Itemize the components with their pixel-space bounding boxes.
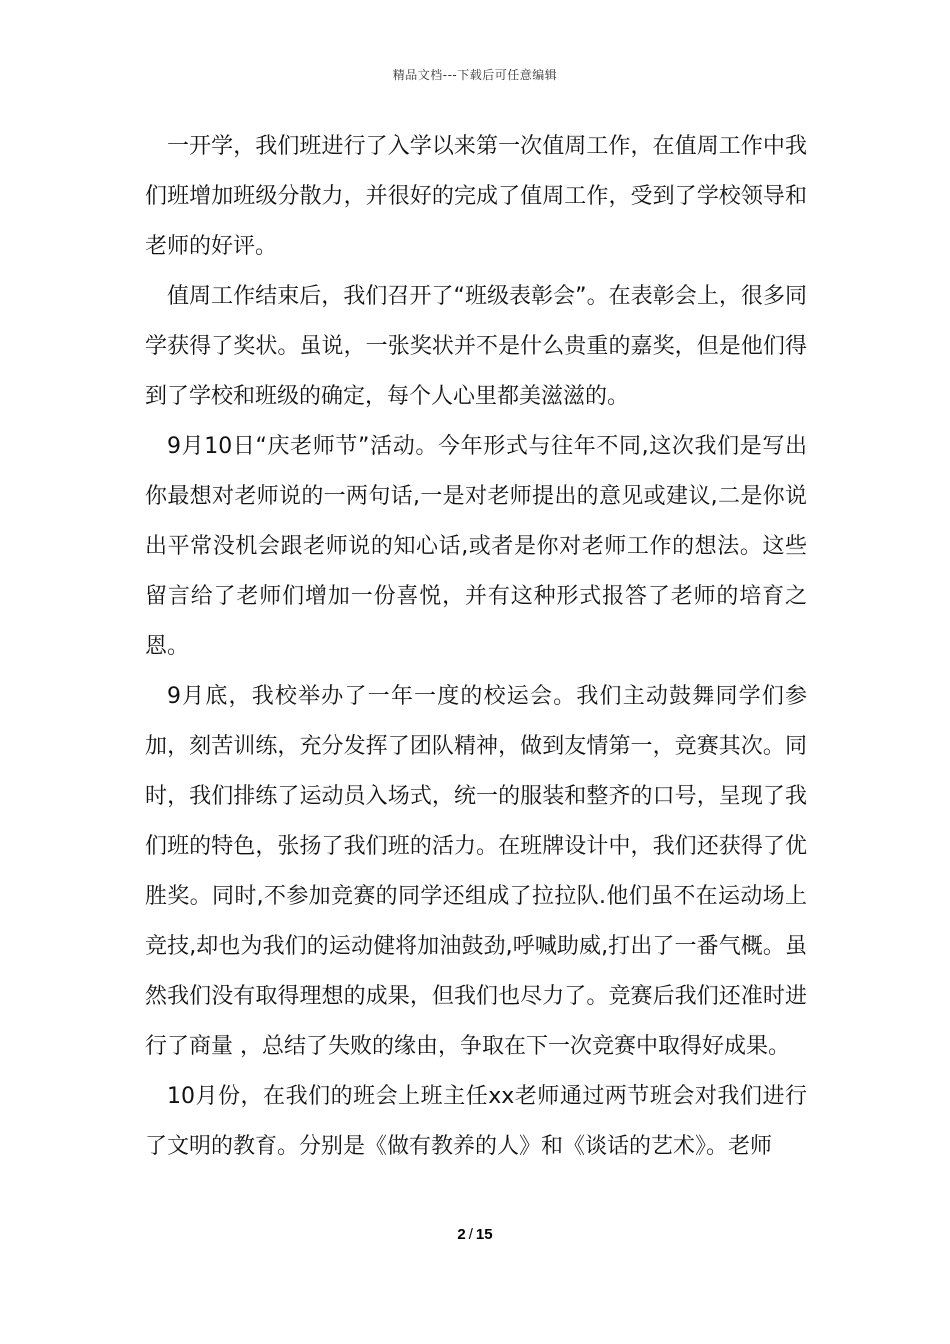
paragraph-4: 9月底，我校举办了一年一度的校运会。我们主动鼓舞同学们参加，刻苦训练，充分发挥了团队精神，做到友情第一，竞赛其次。同时，我们排练了运动员入场式，统一的服装和整齐的口号，呈现了我们班的特色，张扬了我们班的活力。在班牌设计中，我们还获得了优胜奖。同时,不参加竞赛的同学还组成了拉拉队.他们虽不在运动场上竞技,却也为我们的运动健将加油鼓劲,呼喊助威,打出了一番气概。虽然我们没有取得理想的成果，但我们也尽力了。竞赛后我们还准时进行了商量 ，总结了失败的缘由，争取在下一次竞赛中取得好成果。 (145, 684, 807, 1059)
page-number (0, 1226, 950, 1243)
paragraph-2: 值周工作结束后，我们召开了“班级表彰会”。在表彰会上，很多同学获得了奖状。虽说，一张奖状并不是什么贵重的嘉奖，但是他们得到了学校和班级的确定，每个人心里都美滋滋的。 (145, 284, 807, 409)
paragraph-3: 9月10日“庆老师节”活动。今年形式与往年不同,这次我们是写出你最想对老师说的一两句话,一是对老师提出的意见或建议,二是你说出平常没机会跟老师说的知心话,或者是你对老师工作的想法。这些留言给了老师们增加一份喜悦，并有这种形式报答了老师的培育之恩。 (145, 434, 807, 659)
document-body (145, 122, 807, 1172)
paragraph-1: 一开学，我们班进行了入学以来第一次值周工作，在值周工作中我们班增加班级分散力，并很好的完成了值周工作，受到了学校领导和老师的好评。 (145, 134, 807, 259)
paragraph-5: 10月份，在我们的班会上班主任xx老师通过两节班会对我们进行了文明的教育。分别是《做有教养的人》和《谈话的艺术》。老师 (145, 1084, 807, 1159)
page-header: 精品文档---下载后可任意编辑 (392, 68, 558, 82)
current-page-number: 2 (457, 1226, 466, 1243)
page-separator: / (468, 1226, 473, 1243)
total-page-count: 15 (475, 1226, 493, 1243)
